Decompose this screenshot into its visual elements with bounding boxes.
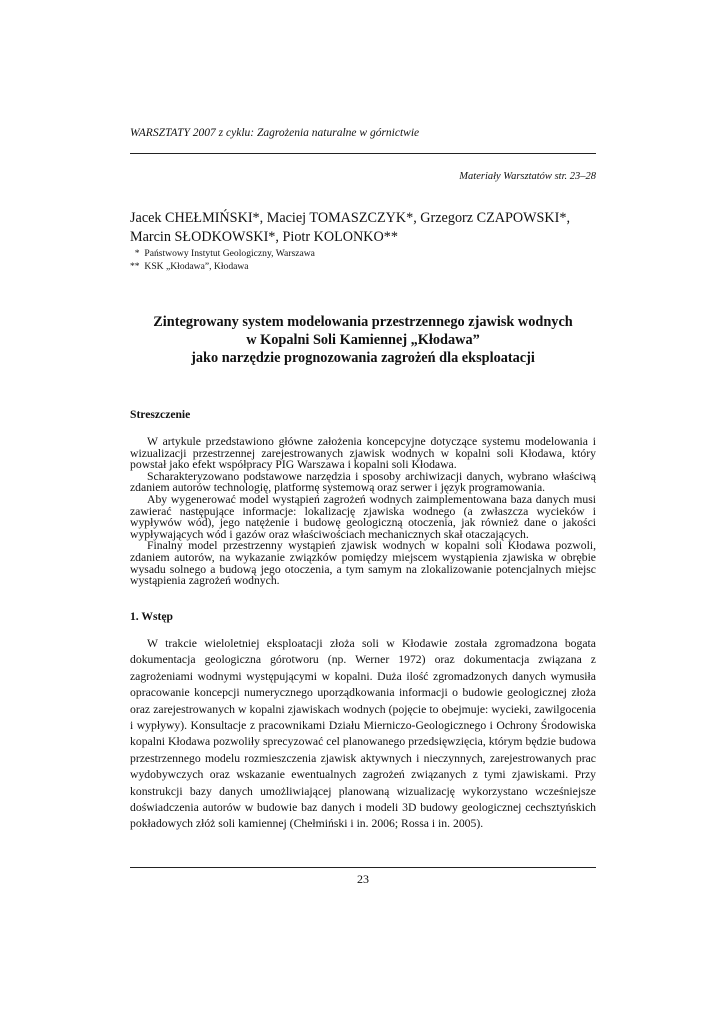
affiliation-2: ** KSK „Kłodawa”, Kłodawa	[130, 261, 249, 272]
author-line-2: Marcin SŁODKOWSKI*, Piotr KOLONKO**	[130, 229, 398, 245]
abstract-paragraph-1: W artykule przedstawiono główne założenia koncepcyjne dotyczące systemu modelowania i wizualizacji przestrzennej zarejestrowanych zjawisk wodnych w kopalni soli Kłodawa, który powstał jako efekt współpracy PIG Warszawa i kopalni soli Kłodawa.	[130, 435, 596, 472]
footer-rule	[130, 867, 596, 868]
title-line-3: jako narzędzie prognozowania zagrożeń dla eksploatacji	[191, 350, 535, 366]
paper-title	[130, 313, 596, 367]
materials-pages: Materiały Warsztatów str. 23–28	[459, 171, 596, 182]
abstract-paragraph-4: Finalny model przestrzenny wystąpień zjawisk wodnych w kopalni soli Kłodawa pozwoli, zdaniem autorów, na wykazanie związków pomiędzy miejscem wystąpienia zjawiska w obrębie wysadu solnego a budową jego otoczenia, a tym samym na zlokalizowanie potencjalnych miejsc wystąpienia zagrożeń wodnych.	[130, 539, 596, 588]
title-line-1: Zintegrowany system modelowania przestrzennego zjawisk wodnych	[153, 314, 573, 330]
affiliations	[130, 247, 315, 273]
intro-heading: 1. Wstęp	[130, 610, 173, 623]
page-number: 23	[357, 872, 369, 886]
intro-paragraph: W trakcie wieloletniej eksploatacji złoża soli w Kłodawie została zgromadzona bogata dokumentacja geologiczna górotworu (np. Werner 1972) oraz dokumentacja związana z zagrożeniami wodnymi występującymi w kopalni. Duża ilość zgromadzonych danych wymusiła opracowanie koncepcji numerycznego uporządkowania informacji o budowie geologicznej złoża oraz zarejestrowanych w kopalni zjawiskach wodnych (pojęcie to obejmuje: wycieki, zawilgocenia i wypływy). Konsultacje z pracownikami Działu Mierniczo-Geologicznego i Ochrony Środowiska kopalni Kłodawa pozwoliły sprecyzować cel planowanego przedsięwzięcia, którym będzie budowa przestrzennego modelu rozmieszczenia zjawisk aktywnych i nieczynnych, zarejestrowanych prac wydobywczych oraz wskazanie ewentualnych zagrożeń związanych z tymi zjawiskami. Przy konstrukcji bazy danych umożliwiającej planowaną wizualizację wykorzystano wcześniejsze doświadczenia autorów w budowie baz danych i modeli 3D budowy geologicznej cechsztyńskich pokładowych złóż soli kamiennej (Chełmiński i in. 2006; Rossa i in. 2005).	[130, 637, 596, 831]
abstract-body	[130, 436, 596, 587]
author-line-1: Jacek CHEŁMIŃSKI*, Maciej TOMASZCZYK*, Grzegorz CZAPOWSKI*,	[130, 210, 571, 226]
intro-body	[130, 636, 596, 833]
running-header: WARSZTATY 2007 z cyklu: Zagrożenia naturalne w górnictwie	[130, 127, 420, 139]
abstract-heading: Streszczenie	[130, 408, 191, 421]
affiliation-1: * Państwowy Instytut Geologiczny, Warszawa	[130, 248, 315, 259]
abstract-paragraph-2: Scharakteryzowano podstawowe narzędzia i sposoby archiwizacji danych, wybrano właściwą zdaniem autorów technologię, platformę systemową oraz serwer i język programowania.	[130, 469, 596, 495]
author-list	[130, 209, 600, 247]
header-rule	[130, 153, 596, 154]
abstract-paragraph-3: Aby wygenerować model wystąpień zagrożeń wodnych zaimplementowana baza danych musi zawierać następujące informacje: lokalizację zjawiska wodnego (a zwłaszcza wycieków i wypływów wód), jego natężenie i budowę geologiczną otoczenia, jak również dane o jakości wypływających wód i gazów oraz właściwościach mechanicznych skał otaczających.	[130, 492, 596, 541]
title-line-2: w Kopalni Soli Kamiennej „Kłodawa”	[246, 332, 480, 348]
